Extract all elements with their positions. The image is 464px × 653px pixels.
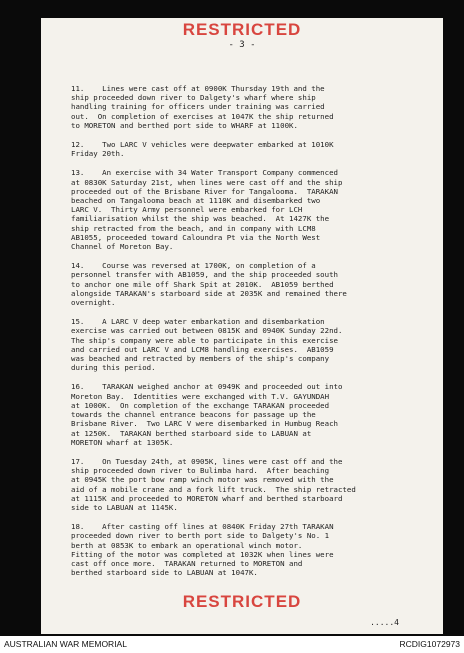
document-body — [71, 84, 425, 587]
paragraph-11: 11. Lines were cast off at 0900K Thursday 19th and the ship proceeded down river to Dalgety's wharf where ship handling training for officers under training was carried out. On completion of exercises at 1047K the ship returned to MORETON and berthed port side to WHARF at 1100K. — [71, 84, 334, 130]
footer-record-id: RCDIG1072973 — [399, 639, 460, 649]
archive-footer — [0, 636, 464, 653]
paragraph-15: 15. A LARC V deep water embarkation and disembarkation exercise was carried out between 0815K and 0940K Sunday 22nd. The ship's company were able to participate in this exercise and carried out LARC V and LCM8 handling exercises. AB1059 was beached and retracted by members of the ship's company during this period. — [71, 317, 343, 373]
paragraph-12: 12. Two LARC V vehicles were deepwater embarked at 1010K Friday 20th. — [71, 140, 334, 159]
paragraph-18: 18. After casting off lines at 0840K Friday 27th TARAKAN proceeded down river to berth port side to Dalgety's No. 1 berth at 0853K to embark an operational winch motor. Fitting of the motor was completed at 1032K when lines were cast off once more. TARAKAN returned to MORETON and berthed starboard side to LABUAN at 1047K. — [71, 522, 334, 578]
paragraph-14: 14. Course was reversed at 1700K, on completion of a personnel transfer with AB1059, and the ship proceeded south to anchor one mile off Shark Spit at 2010K. AB1059 berthed alongside TARAKAN's starboard side at 2035K and remained there overnight. — [71, 261, 347, 308]
document-page — [41, 18, 443, 634]
page-number: - 3 - — [228, 40, 256, 50]
footer-source: AUSTRALIAN WAR MEMORIAL — [4, 639, 127, 649]
restricted-stamp-bottom: RESTRICTED — [182, 592, 302, 611]
restricted-stamp-top: RESTRICTED — [182, 20, 302, 39]
paragraph-13: 13. An exercise with 34 Water Transport Company commenced at 0830K Saturday 21st, when lines were cast off and the ship proceeded out of the Brisbane River for Tangalooma. TARAKAN beached on Tangalooma beach at 1110K and disembarked two LARC V. Thirty Army personnel were embarked for LCH familiarisation whilst the ship was beached. At 1427K the ship retracted from the beach, and in company with LCM8 AB1055, proceeded toward Caloundra Pt via the North West Channel of Moreton Bay. — [71, 168, 343, 252]
paragraph-17: 17. On Tuesday 24th, at 0905K, lines were cast off and the ship proceeded down river to Bulimba hard. After beaching at 0945K the port bow ramp winch motor was removed with the aid of a mobile crane and a fork lift truck. The ship retracted at 1115K and proceeded to MORETON wharf and berthed starboard side to LABUAN at 1145K. — [71, 456, 356, 512]
paragraph-16: 16. TARAKAN weighed anchor at 0949K and proceeded out into Moreton Bay. Identities were exchanged with T.V. GAYUNDAH at 1000K. On completion of the exchange TARAKAN proceeded towards the channel entrance beacons for passage up the Brisbane River. Two LARC V were disembarked in Humbug Reach at 1250K. TARAKAN berthed starboard side to LABUAN at MORETON wharf at 1305K. — [71, 382, 343, 447]
continuation-marker: .....4 — [370, 618, 399, 627]
